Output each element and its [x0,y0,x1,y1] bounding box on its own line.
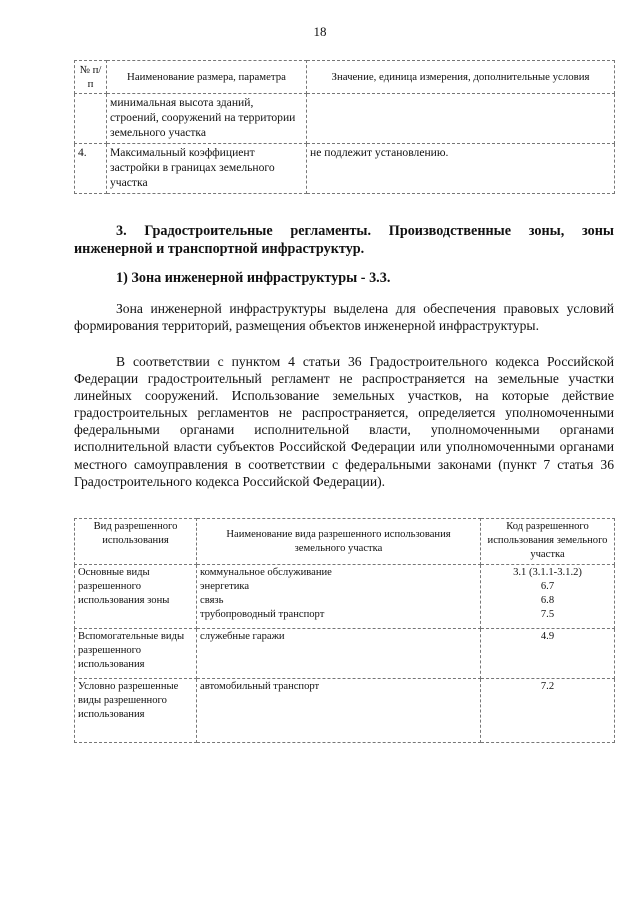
list-item: служебные гаражи [200,631,285,642]
list-item: 6.8 [540,595,555,606]
list-item: 6.7 [540,581,555,592]
list-item: 7.5 [540,609,555,620]
use-codes-conditional [481,679,615,743]
header-parameter: Наименование размера, параметра [107,61,307,94]
row-value [307,94,615,144]
list-item: автомобильный транспорт [200,681,320,692]
paragraph-legal-basis: В соответствии с пунктом 4 статьи 36 Градостроительного кодекса Российской Федерации градостроительный регламент не распространяется на земельные участки линейных сооружений. Использование земельных участков, на которые действие градостроительных регламентов не распространяется, определяется уполномоченными федеральными органами исполнительной власти, уполномоченными органами исполнительной власти субъектов Российской Федерации или уполномоченными органами местного самоуправления в соответствии с федеральными законами (пункт 7 статья 36 Градостроительного кодекса Российской Федерации). [74,354,614,489]
row-number: 4. [75,144,107,194]
row-parameter: Максимальный коэффициент застройки в границах земельного участка [107,144,307,194]
list-item: энергетика [200,581,250,592]
table-header-row [75,61,615,94]
permitted-uses-table [74,518,615,743]
parameters-table [74,60,615,194]
list-item: 4.9 [540,631,555,642]
list-item: трубопроводный транспорт [200,609,325,620]
row-value: не подлежит установлению. [307,144,615,194]
table-row [75,94,615,144]
use-kind-auxiliary: Вспомогательные виды разрешенного использования [75,629,197,679]
list-item: 7.2 [540,681,555,692]
list-item: 3.1 (3.1.1-3.1.2) [513,567,582,578]
use-names-auxiliary [197,629,481,679]
list-item: коммунальное обслуживание [200,567,332,578]
header-use-code: Код разрешенного использования земельного участка [481,519,615,565]
paragraph-zone-purpose: Зона инженерной инфраструктуры выделена для обеспечения правовых условий формирования территорий, размещения объектов инженерной инфраструктуры. [74,301,614,334]
list-item: связь [200,595,224,606]
section-heading: 3. Градостроительные регламенты. Производственные зоны, зоны инженерной и транспортной инфраструктур. [74,223,614,257]
header-use-name: Наименование вида разрешенного использования земельного участка [197,519,481,565]
use-codes-main [481,565,615,629]
use-names-conditional [197,679,481,743]
header-value: Значение, единица измерения, дополнительные условия [307,61,615,94]
table-row [75,565,615,629]
header-number: № п/п [75,61,107,94]
page-number: 18 [313,24,327,39]
header-use-kind: Вид разрешенного использования [75,519,197,565]
use-kind-main: Основные виды разрешенного использования зоны [75,565,197,629]
table-row [75,144,615,194]
use-names-main [197,565,481,629]
table-header-row [75,519,615,565]
table-row [75,629,615,679]
use-codes-auxiliary [481,629,615,679]
row-number [75,94,107,144]
use-kind-conditional: Условно разрешенные виды разрешенного использования [75,679,197,743]
row-parameter: минимальная высота зданий, строений, сооружений на территории земельного участка [107,94,307,144]
table-row [75,679,615,743]
zone-heading: 1) Зона инженерной инфраструктуры - 3.3. [116,270,391,286]
